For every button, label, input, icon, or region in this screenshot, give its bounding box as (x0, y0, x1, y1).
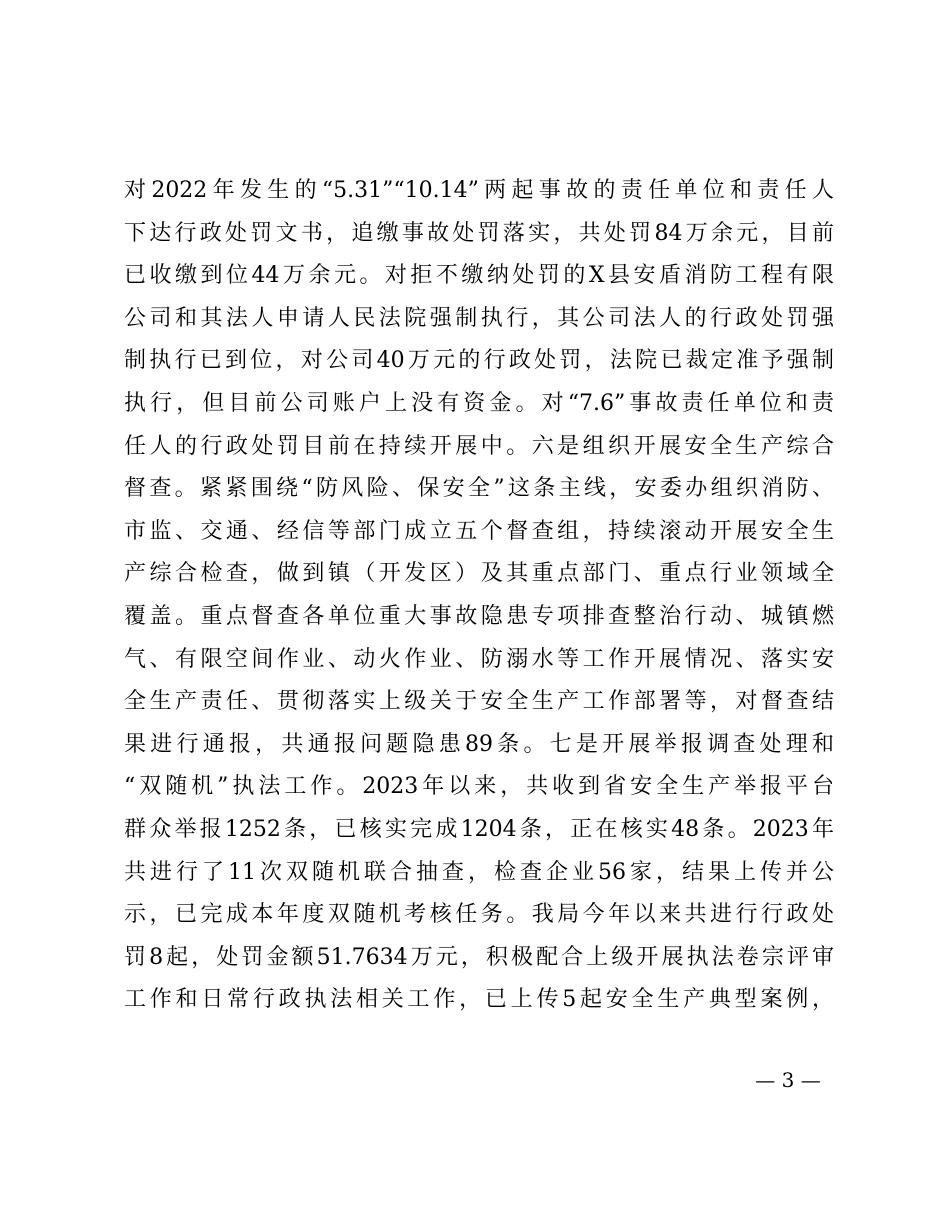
text-line: 共进行了11次双随机联合抽查，检查企业56家，结果上传并公 (124, 859, 834, 885)
text-line: 督查。紧紧围绕“防风险、保安全”这条主线，安委办组织消防、 (124, 476, 834, 502)
text-line: 工作和日常行政执法相关工作，已上传5起安全生产典型案例， (124, 987, 834, 1013)
text-line: 全生产责任、贯彻落实上级关于安全生产工作部署等，对督查结 (124, 689, 834, 715)
text-line: 果进行通报，共通报问题隐患89条。七是开展举报调查处理和 (124, 731, 834, 757)
page-number: — 3 — (755, 1068, 821, 1092)
text-line: 群众举报1252条，已核实完成1204条，正在核实48条。2023年 (124, 816, 834, 842)
text-line: 产综合检查，做到镇（开发区）及其重点部门、重点行业领域全 (124, 561, 834, 587)
text-line: “双随机”执法工作。2023年以来，共收到省安全生产举报平台 (124, 774, 834, 800)
text-line: 制执行已到位，对公司40万元的行政处罚，法院已裁定准予强制 (124, 348, 834, 374)
text-line: 罚8起，处罚金额51.7634万元，积极配合上级开展执法卷宗评审 (124, 944, 834, 970)
text-line: 已收缴到位44万余元。对拒不缴纳处罚的X县安盾消防工程有限 (124, 263, 834, 289)
text-line: 执行，但目前公司账户上没有资金。对“7.6”事故责任单位和责 (124, 390, 834, 416)
text-line: 示，已完成本年度双随机考核任务。我局今年以来共进行行政处 (124, 902, 834, 928)
body-text (124, 170, 834, 1022)
text-line: 公司和其法人申请人民法院强制执行，其公司法人的行政处罚强 (124, 305, 834, 331)
text-line: 覆盖。重点督查各单位重大事故隐患专项排查整治行动、城镇燃 (124, 603, 834, 629)
text-line: 市监、交通、经信等部门成立五个督查组，持续滚动开展安全生 (124, 518, 834, 544)
text-line: 任人的行政处罚目前在持续开展中。六是组织开展安全生产综合 (124, 433, 834, 459)
text-line: 气、有限空间作业、动火作业、防溺水等工作开展情况、落实安 (124, 646, 834, 672)
text-line: 对2022年发生的“5.31”“10.14”两起事故的责任单位和责任人 (124, 178, 834, 203)
text-line: 下达行政处罚文书，追缴事故处罚落实，共处罚84万余元，目前 (124, 220, 834, 246)
